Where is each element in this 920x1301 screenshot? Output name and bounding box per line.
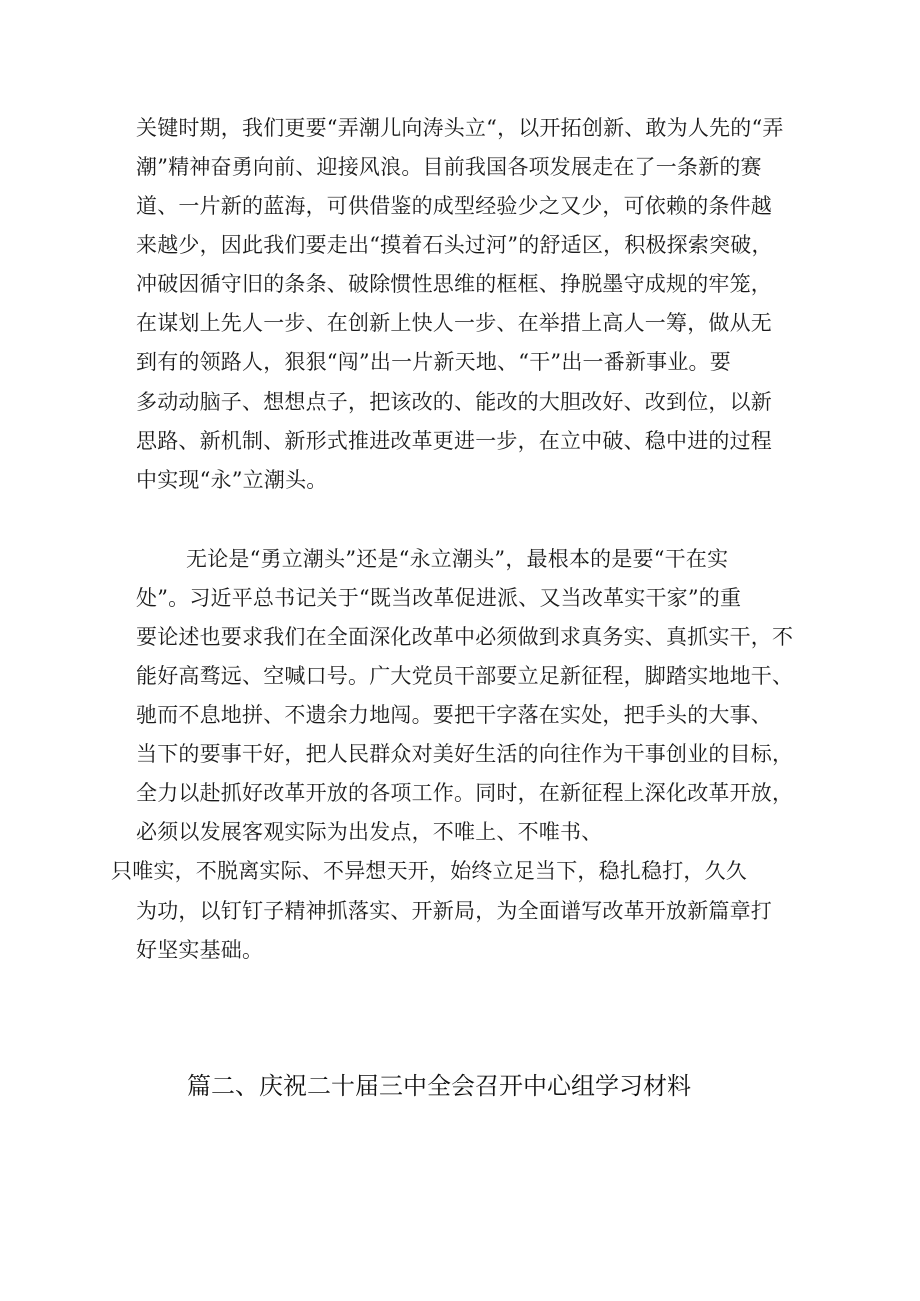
paragraph-2-line-11: 好坚实基础。 — [136, 938, 264, 962]
paragraph-2-line-3: 要论述也要求我们在全面深化改革中必须做到求真务实、真抓实干，不 — [136, 625, 794, 649]
paragraph-1-line-2: 潮”精神奋勇向前、迎接风浪。目前我国各项发展走在了一条新的赛 — [136, 155, 762, 179]
paragraph-2-line-4: 能好高骛远、空喊口号。广大党员干部要立足新征程，脚踏实地地干、 — [136, 664, 794, 688]
paragraph-1-line-4: 来越少，因此我们要走出“摸着石头过河”的舒适区，积极探索突破， — [136, 233, 773, 257]
paragraph-1-line-7: 到有的领路人，狠狠“闯”出一片新天地、“干”出一番新事业。要 — [136, 350, 731, 374]
paragraph-2-line-5: 驰而不息地拼、不遗余力地闯。要把干字落在实处，把手头的大事、 — [136, 703, 772, 727]
paragraph-1-line-6: 在谋划上先人一步、在创新上快人一步、在举措上高人一筹，做从无 — [136, 311, 772, 335]
paragraph-2-line-10: 为功，以钉钉子精神抓落实、开新局，为全面谱写改革开放新篇章打 — [136, 899, 772, 923]
paragraph-2-line-1: 无论是“勇立潮头”还是“永立潮头”，最根本的是要“干在实 — [186, 547, 729, 571]
paragraph-2-line-2: 处”。习近平总书记关于“既当改革促进派、又当改革实干家”的重 — [136, 586, 742, 610]
paragraph-1-line-3: 道、一片新的蓝海，可供借鉴的成型经验少之又少，可依赖的条件越 — [136, 194, 772, 218]
paragraph-2-line-9: 只唯实，不脱离实际、不异想天开，始终立足当下，稳扎稳打，久久 — [111, 859, 747, 883]
paragraph-2-line-6: 当下的要事干好，把人民群众对美好生活的向往作为干事创业的目标， — [136, 742, 794, 766]
paragraph-2-line-7: 全力以赴抓好改革开放的各项工作。同时，在新征程上深化改革开放， — [136, 781, 794, 805]
paragraph-1-line-5: 冲破因循守旧的条条、破除惯性思维的框框、挣脱墨守成规的牢笼， — [136, 272, 772, 296]
paragraph-1-line-9: 思路、新机制、新形式推进改革更进一步，在立中破、稳中进的过程 — [136, 429, 772, 453]
paragraph-2-line-8: 必须以发展客观实际为出发点，不唯上、不唯书、 — [136, 820, 603, 844]
section-heading: 篇二、庆祝二十届三中全会召开中心组学习材料 — [187, 1072, 691, 1100]
paragraph-1-line-10: 中实现“永”立潮头。 — [136, 468, 328, 492]
paragraph-1-line-8: 多动动脑子、想想点子，把该改的、能改的大胆改好、改到位，以新 — [136, 390, 772, 414]
paragraph-1-line-1: 关键时期，我们更要“弄潮儿向涛头立“，以开拓创新、敢为人先的“弄 — [136, 116, 784, 140]
